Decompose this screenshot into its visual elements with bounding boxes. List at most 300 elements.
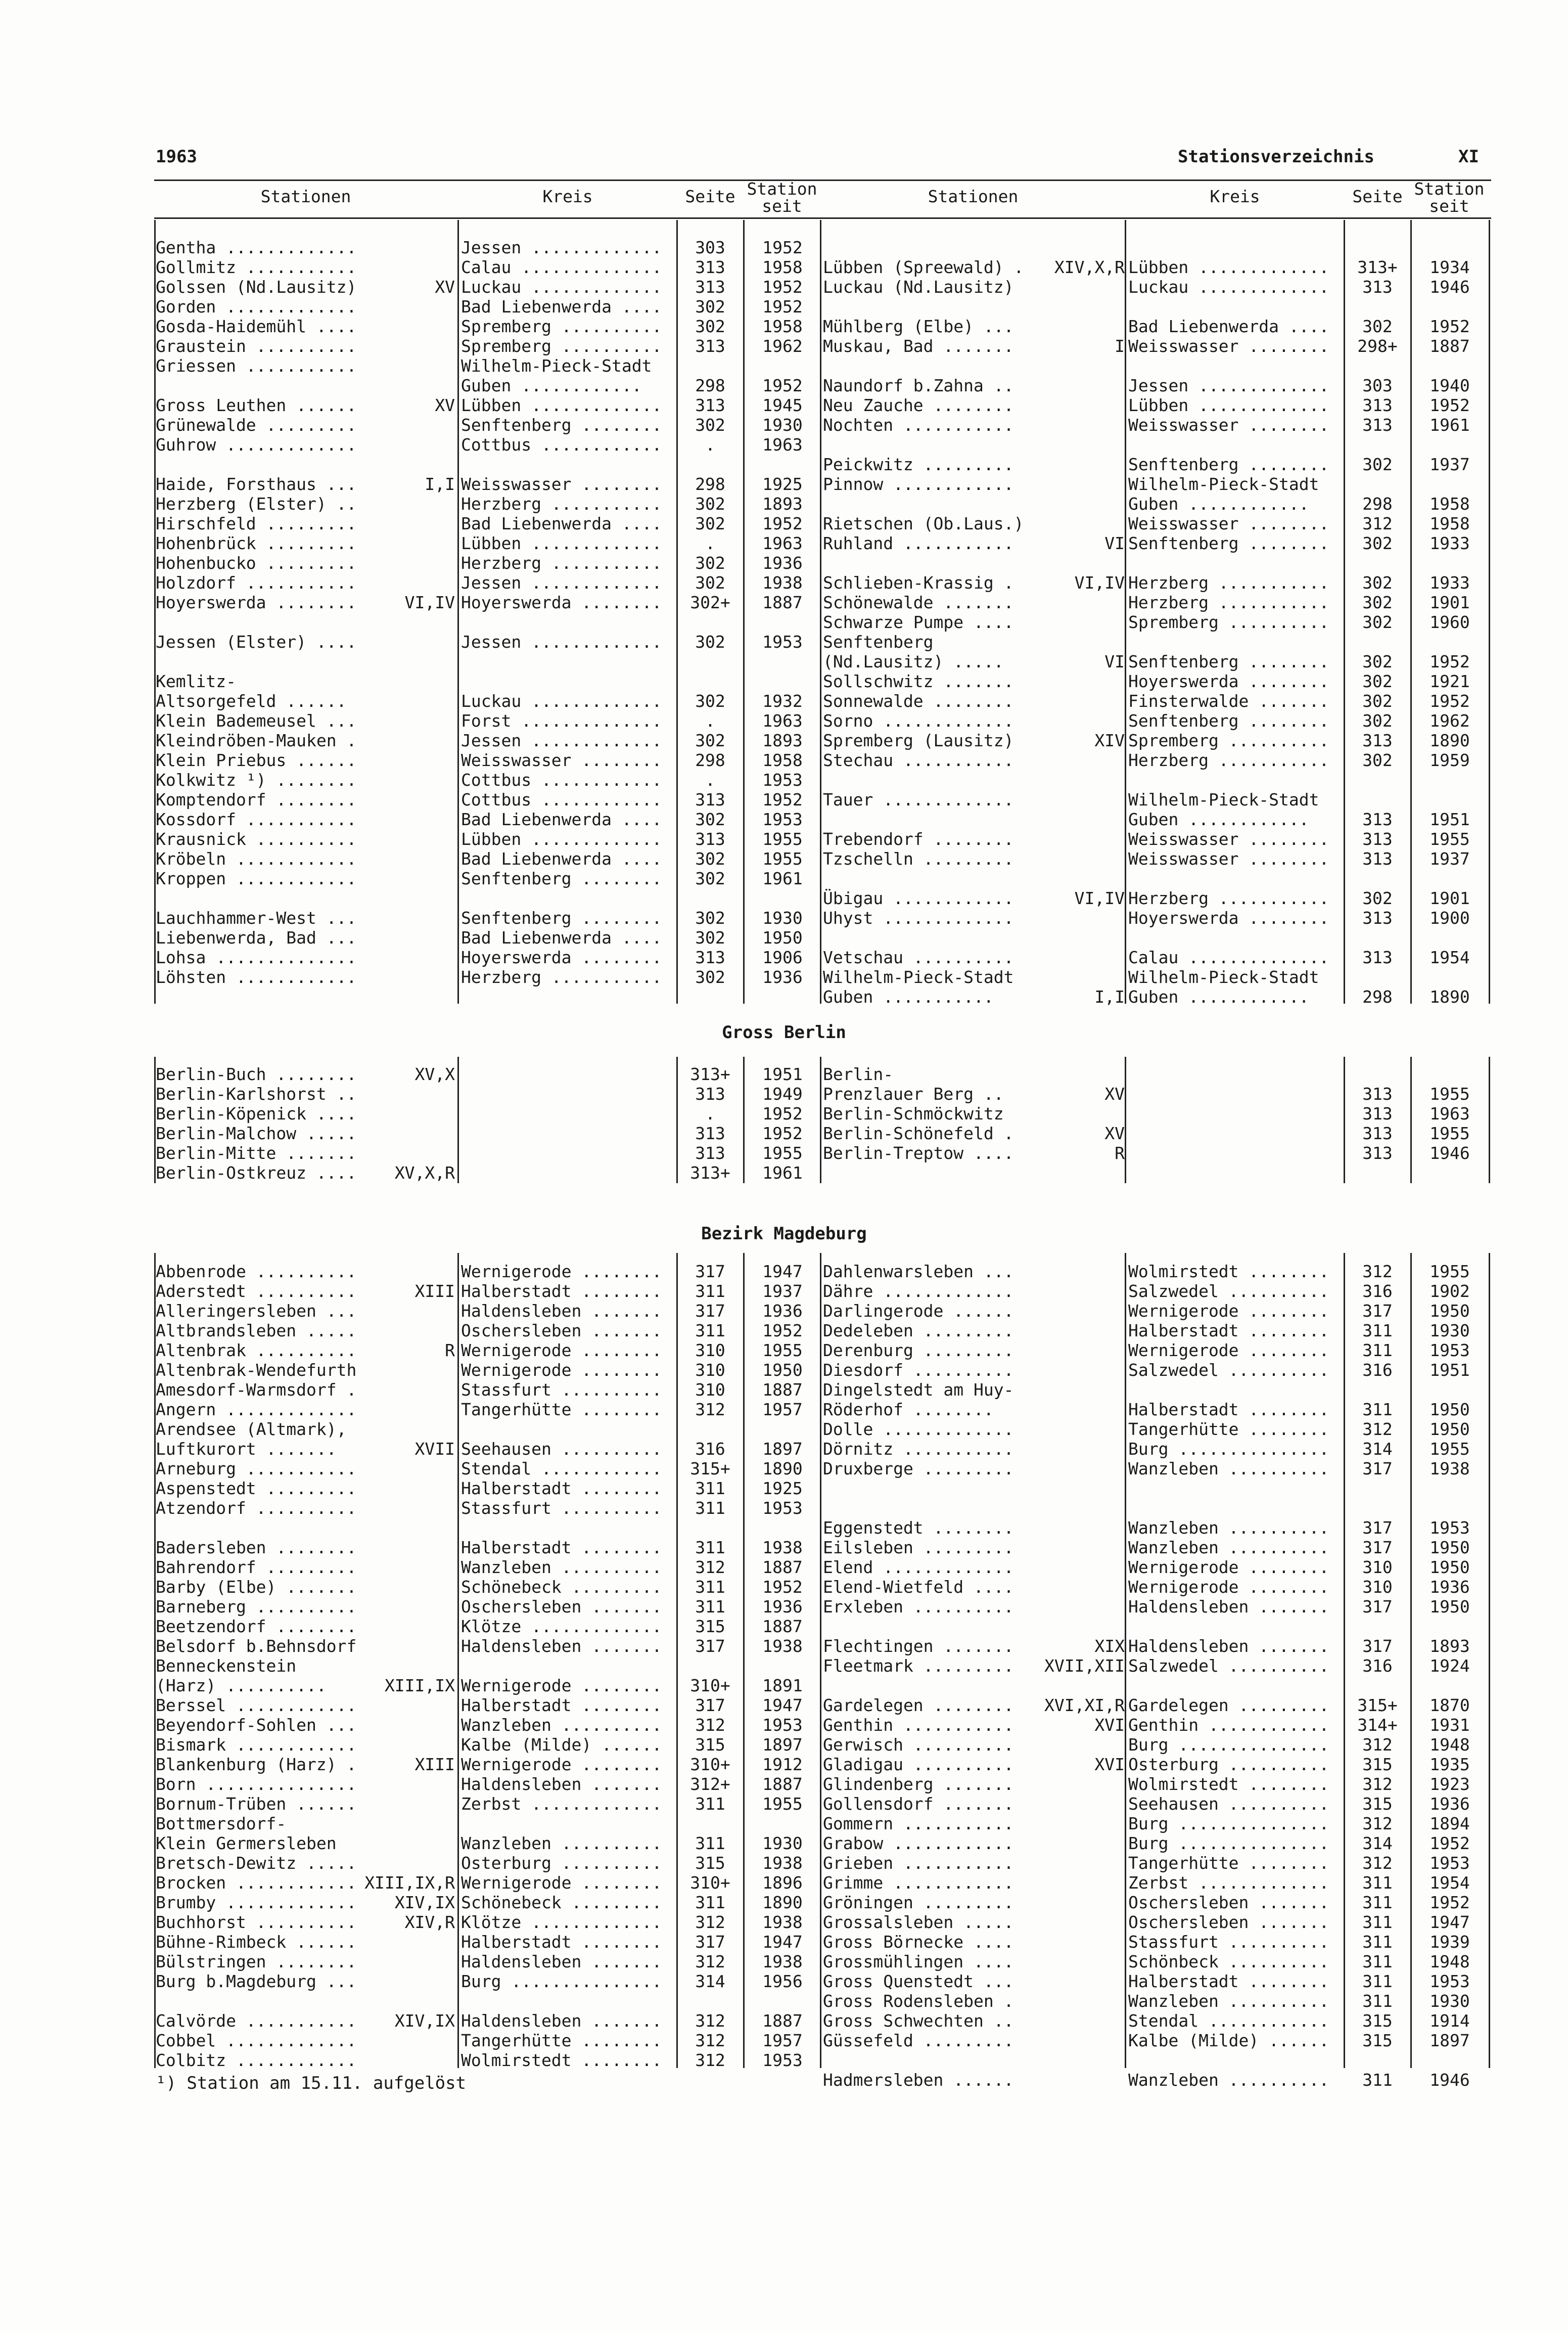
seite-number: 302 <box>1362 671 1393 691</box>
seite-number: 303 <box>1362 376 1393 395</box>
seite-number: 317 <box>1362 1538 1393 1557</box>
station-since-year: 1952 <box>762 376 803 395</box>
kreis-name: Schönebeck ......... <box>461 1893 662 1912</box>
station-since-year: 1955 <box>1429 829 1470 849</box>
station-name: Golssen (Nd.Lausitz) <box>156 277 357 297</box>
station-name: Lohsa .............. <box>156 948 357 967</box>
seite-number: 311 <box>1362 1873 1393 1893</box>
station-since-year: 1938 <box>1429 1459 1470 1478</box>
station-since-year: 1963 <box>1429 1104 1470 1124</box>
station-since-year: 1948 <box>1429 1735 1470 1755</box>
seite-number: 311 <box>695 1597 725 1617</box>
station-since-year: 1947 <box>762 1262 803 1281</box>
col-head-kreis-right: Kreis <box>1210 187 1260 206</box>
kreis-name: Burg ............... <box>1128 1735 1329 1755</box>
station-name: Elend ............. <box>823 1557 1014 1577</box>
station-name: Luckau (Nd.Lausitz) <box>823 277 1014 297</box>
kreis-name: Hoyerswerda ........ <box>461 948 662 967</box>
column-rule <box>1125 1057 1126 1183</box>
seite-number: 315 <box>1362 1794 1393 1814</box>
seite-number: 298 <box>695 474 725 494</box>
station-since-year: 1954 <box>1429 948 1470 967</box>
table-top-rule <box>154 180 1491 181</box>
kreis-name: Halberstadt ........ <box>461 1281 662 1301</box>
table-ref: XVI <box>1094 1755 1125 1774</box>
seite-number: 314 <box>1362 1439 1393 1459</box>
station-since-year: 1933 <box>1429 573 1470 593</box>
seite-number: 313 <box>1362 948 1393 967</box>
kreis-name: Wanzleben .......... <box>461 1557 662 1577</box>
kreis-name: Herzberg ........... <box>1128 573 1329 593</box>
station-since-year: 1890 <box>762 1893 803 1912</box>
station-name: Altbrandsleben ..... <box>156 1321 357 1340</box>
column-rule <box>1489 1057 1490 1183</box>
page-title: Stationsverzeichnis <box>1178 147 1374 167</box>
kreis-name: Wilhelm-Pieck-Stadt <box>1128 474 1319 494</box>
station-since-year: 1936 <box>762 967 803 987</box>
kreis-name: Herzberg ........... <box>461 553 662 573</box>
station-since-year: 1955 <box>1429 1262 1470 1281</box>
column-rule <box>676 1057 678 1183</box>
station-name: Darlingerode ...... <box>823 1301 1014 1321</box>
station-name: Jessen (Elster) .... <box>156 632 357 652</box>
station-since-year: 1912 <box>762 1755 803 1774</box>
station-since-year: 1893 <box>762 494 803 514</box>
kreis-name: Burg ............... <box>1128 1833 1329 1853</box>
seite-number: 312 <box>1362 1735 1393 1755</box>
kreis-name: Osterburg .......... <box>461 1853 662 1873</box>
station-name: Vetschau .......... <box>823 948 1014 967</box>
station-name: Dedeleben ......... <box>823 1321 1014 1340</box>
station-since-year: 1937 <box>1429 849 1470 869</box>
station-since-year: 1870 <box>1429 1695 1470 1715</box>
station-name: Hohenbrück ......... <box>156 533 357 553</box>
station-since-year: 1887 <box>1429 336 1470 356</box>
seite-number: 311 <box>1362 1991 1393 2011</box>
station-since-year: 1930 <box>762 908 803 928</box>
seite-number: 317 <box>1362 1518 1393 1538</box>
station-name: Uhyst ............. <box>823 908 1014 928</box>
column-rule <box>820 220 821 1004</box>
seite-number: 302 <box>1362 711 1393 731</box>
station-name: Flechtingen ....... <box>823 1636 1014 1656</box>
station-name: Bretsch-Dewitz ..... <box>156 1853 357 1873</box>
seite-number: 313 <box>695 1084 725 1104</box>
kreis-name: Bad Liebenwerda .... <box>461 297 662 317</box>
kreis-name: Oschersleben ....... <box>1128 1893 1329 1912</box>
station-name: Dörnitz ........... <box>823 1439 1014 1459</box>
seite-number: 312 <box>695 1557 725 1577</box>
column-rule <box>1344 1253 1345 2068</box>
station-name: Altenbrak .......... <box>156 1340 357 1360</box>
station-name: Derenburg ......... <box>823 1340 1014 1360</box>
station-since-year: 1936 <box>762 1597 803 1617</box>
station-since-year: 1936 <box>762 553 803 573</box>
kreis-name: Senftenberg ........ <box>461 869 662 888</box>
seite-number: 311 <box>695 1794 725 1814</box>
station-name: Gross Schwechten .. <box>823 2011 1014 2031</box>
station-since-year: 1939 <box>1429 1932 1470 1952</box>
seite-number: 311 <box>695 1833 725 1853</box>
station-since-year: 1947 <box>1429 1912 1470 1932</box>
kreis-name: Stassfurt .......... <box>461 1498 662 1518</box>
station-since-year: 1957 <box>762 1400 803 1419</box>
table-ref: XIII <box>414 1755 455 1774</box>
kreis-name: Stassfurt .......... <box>461 1380 662 1400</box>
kreis-name: Wernigerode ........ <box>1128 1557 1329 1577</box>
station-since-year: 1925 <box>762 1478 803 1498</box>
station-name: Liebenwerda, Bad ... <box>156 928 357 948</box>
seite-number: 313+ <box>690 1064 730 1084</box>
station-name: Angern ............. <box>156 1400 357 1419</box>
table-ref: XIV,IX <box>394 2011 455 2031</box>
station-since-year: 1960 <box>1429 612 1470 632</box>
station-name: Aderstedt .......... <box>156 1281 357 1301</box>
kreis-name: Herzberg ........... <box>461 494 662 514</box>
kreis-name: Senftenberg ........ <box>1128 533 1329 553</box>
seite-number: 311 <box>695 1321 725 1340</box>
seite-number: 310 <box>695 1380 725 1400</box>
column-rule <box>1489 220 1490 1004</box>
station-name: Luftkurort ....... <box>156 1439 337 1459</box>
station-name: Colbitz ............ <box>156 2050 357 2070</box>
station-since-year: 1961 <box>1429 415 1470 435</box>
seite-number: 317 <box>695 1636 725 1656</box>
seite-number: 317 <box>695 1695 725 1715</box>
table-ref: XIII,IX <box>384 1676 455 1695</box>
station-since-year: 1959 <box>1429 750 1470 770</box>
kreis-name: Haldensleben ....... <box>461 1952 662 1971</box>
table-ref: XV <box>1104 1124 1125 1143</box>
station-since-year: 1950 <box>1429 1419 1470 1439</box>
kreis-name: Wanzleben .......... <box>1128 1991 1329 2011</box>
kreis-name: Herzberg ........... <box>461 967 662 987</box>
station-name: Brumby ............. <box>156 1893 357 1912</box>
seite-number: 316 <box>1362 1281 1393 1301</box>
station-since-year: 1952 <box>762 1124 803 1143</box>
seite-number: 310 <box>1362 1557 1393 1577</box>
seite-number: 312 <box>1362 1774 1393 1794</box>
seite-number: 312 <box>1362 1814 1393 1833</box>
station-since-year: 1914 <box>1429 2011 1470 2031</box>
station-name: Bottmersdorf- <box>156 1814 287 1833</box>
kreis-name: Cottbus ............ <box>461 790 662 810</box>
seite-number: 316 <box>695 1439 725 1459</box>
seite-number: 312 <box>695 1912 725 1932</box>
seite-number: . <box>705 770 715 790</box>
kreis-name: Bad Liebenwerda .... <box>1128 317 1329 336</box>
station-name: Berssel ............ <box>156 1695 357 1715</box>
kreis-name: Stassfurt .......... <box>1128 1932 1329 1952</box>
seite-number: 313 <box>1362 908 1393 928</box>
kreis-name: Wanzleben .......... <box>1128 2070 1329 2090</box>
station-name: Gröningen ......... <box>823 1893 1014 1912</box>
kreis-name: Tangerhütte ........ <box>1128 1853 1329 1873</box>
seite-number: 313 <box>1362 1124 1393 1143</box>
seite-number: 311 <box>1362 1400 1393 1419</box>
station-name: Kossdorf ........... <box>156 810 357 829</box>
station-name: Diesdorf .......... <box>823 1360 1014 1380</box>
station-since-year: 1887 <box>762 1557 803 1577</box>
station-name: Hirschfeld ......... <box>156 514 357 533</box>
table-ref: XV <box>435 277 455 297</box>
station-since-year: 1930 <box>1429 1991 1470 2011</box>
kreis-name: Senftenberg ........ <box>461 908 662 928</box>
station-name: Schwarze Pumpe .... <box>823 612 1014 632</box>
station-name: Sorno ............. <box>823 711 1014 731</box>
column-rule <box>820 1253 821 2068</box>
kreis-name: Jessen ............. <box>461 731 662 750</box>
kreis-name: Wernigerode ........ <box>1128 1301 1329 1321</box>
seite-number: 317 <box>1362 1301 1393 1321</box>
table-ref: XIV,R <box>404 1912 455 1932</box>
station-since-year: 1952 <box>762 514 803 533</box>
station-name: Dähre ............. <box>823 1281 1014 1301</box>
station-name: Haide, Forsthaus ... <box>156 474 357 494</box>
station-name: Übigau ............ <box>823 888 1014 908</box>
station-name: Bülstringen ........ <box>156 1952 357 1971</box>
kreis-name: Zerbst ............. <box>461 1794 662 1814</box>
station-since-year: 1947 <box>762 1695 803 1715</box>
kreis-name: Zerbst ............. <box>1128 1873 1329 1893</box>
kreis-name: Wernigerode ........ <box>461 1340 662 1360</box>
seite-number: 302 <box>695 494 725 514</box>
seite-number: 315 <box>1362 2031 1393 2050</box>
table-ref: I,I <box>425 474 455 494</box>
kreis-name: Halberstadt ........ <box>461 1695 662 1715</box>
station-name: Atzendorf .......... <box>156 1498 357 1518</box>
station-name: Amesdorf-Warmsdorf . <box>156 1380 357 1400</box>
seite-number: 310+ <box>690 1873 730 1893</box>
seite-number: 311 <box>695 1893 725 1912</box>
seite-number: 298 <box>695 750 725 770</box>
table-ref: VI <box>1104 652 1125 671</box>
station-since-year: 1952 <box>1429 317 1470 336</box>
seite-number: 310+ <box>690 1755 730 1774</box>
column-rule <box>743 220 745 1004</box>
station-name: Alleringersleben ... <box>156 1301 357 1321</box>
station-name: Genthin ........... <box>823 1715 1014 1735</box>
kreis-name: Wanzleben .......... <box>1128 1518 1329 1538</box>
kreis-name: Bad Liebenwerda .... <box>461 514 662 533</box>
station-name: Beetzendorf ........ <box>156 1617 357 1636</box>
station-since-year: 1936 <box>762 1301 803 1321</box>
seite-number: 313 <box>1362 1084 1393 1104</box>
seite-number: 312 <box>695 1400 725 1419</box>
seite-number: 312 <box>1362 1853 1393 1873</box>
station-name: Graustein .......... <box>156 336 357 356</box>
seite-number: 302 <box>1362 652 1393 671</box>
station-since-year: 1933 <box>1429 533 1470 553</box>
kreis-name: Osterburg .......... <box>1128 1755 1329 1774</box>
seite-number: 313 <box>695 1124 725 1143</box>
station-name: Guben ........... <box>823 987 994 1007</box>
station-name: Dahlenwarsleben ... <box>823 1262 1014 1281</box>
column-rule <box>1344 220 1345 1004</box>
seite-number: 302 <box>1362 888 1393 908</box>
kreis-name: Klötze ............. <box>461 1912 662 1932</box>
seite-number: 302 <box>1362 750 1393 770</box>
table-ref: VI,IV <box>1074 573 1125 593</box>
station-since-year: 1953 <box>762 1715 803 1735</box>
kreis-name: Senftenberg ........ <box>1128 711 1329 731</box>
kreis-name: Calau .............. <box>461 257 662 277</box>
year: 1963 <box>156 147 197 167</box>
station-name: Gosda-Haidemühl .... <box>156 317 357 336</box>
kreis-name: Spremberg .......... <box>1128 612 1329 632</box>
seite-number: 312 <box>1362 1262 1393 1281</box>
seite-number: 313 <box>695 395 725 415</box>
seite-number: 310 <box>1362 1577 1393 1597</box>
station-name: Krausnick .......... <box>156 829 357 849</box>
station-since-year: 1937 <box>1429 455 1470 474</box>
station-name: Sollschwitz ....... <box>823 671 1014 691</box>
table-ref: VI <box>1104 533 1125 553</box>
kreis-name: Kalbe (Milde) ...... <box>461 1735 662 1755</box>
station-since-year: 1938 <box>762 1853 803 1873</box>
kreis-name: Guben ............ <box>1128 987 1309 1007</box>
column-rule <box>743 1057 745 1183</box>
seite-number: 312 <box>695 1952 725 1971</box>
kreis-name: Lübben ............. <box>461 395 662 415</box>
seite-number: 313+ <box>690 1163 730 1183</box>
station-name: Berlin-Buch ........ <box>156 1064 357 1084</box>
seite-number: 302 <box>1362 573 1393 593</box>
seite-number: 302 <box>1362 612 1393 632</box>
station-name: Gollensdorf ....... <box>823 1794 1014 1814</box>
station-since-year: 1957 <box>762 2031 803 2050</box>
station-since-year: 1893 <box>762 731 803 750</box>
seite-number: 317 <box>1362 1459 1393 1478</box>
kreis-name: Seehausen .......... <box>1128 1794 1329 1814</box>
kreis-name: Schönebeck ......... <box>461 1577 662 1597</box>
kreis-name: Herzberg ........... <box>1128 593 1329 612</box>
station-name: Gross Quenstedt ... <box>823 1971 1014 1991</box>
station-name: Berlin-Treptow .... <box>823 1143 1014 1163</box>
kreis-name: Halberstadt ........ <box>1128 1400 1329 1419</box>
seite-number: 302 <box>1362 593 1393 612</box>
kreis-name: Spremberg .......... <box>1128 731 1329 750</box>
station-name: Klein Priebus ...... <box>156 750 357 770</box>
table-ref: R <box>445 1340 455 1360</box>
station-since-year: 1954 <box>1429 1873 1470 1893</box>
column-rule <box>457 1057 459 1183</box>
station-since-year: 1891 <box>762 1676 803 1695</box>
station-since-year: 1893 <box>1429 1636 1470 1656</box>
station-since-year: 1952 <box>762 277 803 297</box>
station-since-year: 1952 <box>762 1104 803 1124</box>
station-since-year: 1955 <box>1429 1124 1470 1143</box>
seite-number: 312 <box>1362 1419 1393 1439</box>
station-since-year: 1952 <box>1429 652 1470 671</box>
col-head-seit-right: Station seit <box>1414 179 1485 216</box>
kreis-name: Halberstadt ........ <box>1128 1321 1329 1340</box>
station-since-year: 1953 <box>1429 1853 1470 1873</box>
station-name: Naundorf b.Zahna .. <box>823 376 1014 395</box>
station-name: Guhrow ............. <box>156 435 357 455</box>
station-since-year: 1952 <box>762 1577 803 1597</box>
kreis-name: Halberstadt ........ <box>461 1478 662 1498</box>
kreis-name: Guben ............ <box>1128 494 1309 514</box>
station-name: Kröbeln ............ <box>156 849 357 869</box>
kreis-name: Spremberg .......... <box>461 336 662 356</box>
station-since-year: 1950 <box>1429 1538 1470 1557</box>
seite-number: 311 <box>1362 2070 1393 2090</box>
kreis-name: Salzwedel .......... <box>1128 1656 1329 1676</box>
station-name: Glindenberg ....... <box>823 1774 1014 1794</box>
column-rule <box>1344 1057 1345 1183</box>
station-since-year: 1953 <box>762 1498 803 1518</box>
station-name: Löhsten ............ <box>156 967 357 987</box>
kreis-name: Tangerhütte ........ <box>461 2031 662 2050</box>
station-since-year: 1958 <box>762 317 803 336</box>
column-rule <box>457 220 459 1004</box>
seite-number: 313 <box>695 829 725 849</box>
station-name: Altsorgefeld ...... <box>156 691 347 711</box>
station-name: Kolkwitz ¹) ........ <box>156 770 357 790</box>
col-head-stationen-right: Stationen <box>928 187 1019 206</box>
station-name: Lauchhammer-West ... <box>156 908 357 928</box>
seite-number: 302 <box>1362 691 1393 711</box>
kreis-name: Wanzleben .......... <box>461 1833 662 1853</box>
seite-number: 302 <box>1362 317 1393 336</box>
kreis-name: Tangerhütte ........ <box>1128 1419 1329 1439</box>
station-name: Muskau, Bad ....... <box>823 336 1014 356</box>
kreis-name: Cottbus ............ <box>461 770 662 790</box>
kreis-name: Schönbeck .......... <box>1128 1952 1329 1971</box>
kreis-name: Cottbus ............ <box>461 435 662 455</box>
kreis-name: Hoyerswerda ........ <box>1128 908 1329 928</box>
seite-number: 313 <box>1362 731 1393 750</box>
station-name: Trebendorf ........ <box>823 829 1014 849</box>
column-rule <box>1410 220 1412 1004</box>
kreis-name: Kalbe (Milde) ...... <box>1128 2031 1329 2050</box>
table-ref: XIV,X,R <box>1054 257 1125 277</box>
station-since-year: 1963 <box>762 711 803 731</box>
station-since-year: 1945 <box>762 395 803 415</box>
station-name: Komptendorf ........ <box>156 790 357 810</box>
col-head-kreis-left: Kreis <box>542 187 593 206</box>
table-ref: XIX <box>1094 1636 1125 1656</box>
kreis-name: Spremberg .......... <box>461 317 662 336</box>
seite-number: 302+ <box>690 593 730 612</box>
station-since-year: 1887 <box>762 2011 803 2031</box>
kreis-name: Bad Liebenwerda .... <box>461 849 662 869</box>
station-since-year: 1952 <box>1429 691 1470 711</box>
seite-number: 302 <box>695 297 725 317</box>
station-name: Berlin-Köpenick .... <box>156 1104 357 1124</box>
seite-number: 303 <box>695 238 725 257</box>
kreis-name: Haldensleben ....... <box>461 1774 662 1794</box>
kreis-name: Stendal ............ <box>1128 2011 1329 2031</box>
station-name: Gommern ........... <box>823 1814 1014 1833</box>
station-since-year: 1955 <box>762 849 803 869</box>
seite-number: 298 <box>695 376 725 395</box>
kreis-name: Halberstadt ........ <box>1128 1971 1329 1991</box>
station-since-year: 1952 <box>762 790 803 810</box>
seite-number: 311 <box>1362 1912 1393 1932</box>
station-name: Beyendorf-Sohlen ... <box>156 1715 357 1735</box>
station-since-year: 1950 <box>762 928 803 948</box>
station-since-year: 1955 <box>762 829 803 849</box>
station-name: Altenbrak-Wendefurth <box>156 1360 357 1380</box>
station-since-year: 1938 <box>762 573 803 593</box>
station-name: Röderhof ........ <box>823 1400 994 1419</box>
station-name: Bühne-Rimbeck ...... <box>156 1932 357 1952</box>
station-since-year: 1887 <box>762 1774 803 1794</box>
seite-number: 317 <box>1362 1636 1393 1656</box>
col-head-seite-left: Seite <box>685 187 735 206</box>
